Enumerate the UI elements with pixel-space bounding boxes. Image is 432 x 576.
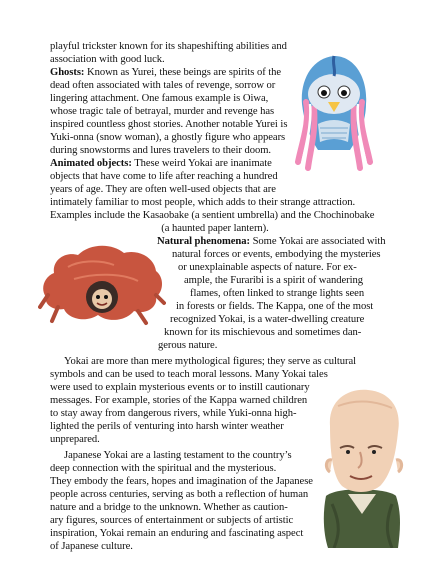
text-line: lingering attachment. One famous example is Oiwa, — [50, 93, 269, 104]
text-line: deep connection with the spiritual and the mysterious. — [50, 463, 277, 474]
text-line: people across centuries, serving as both a reflection of human — [50, 489, 309, 500]
text-line: known for its mischievous and sometimes dan- — [164, 327, 362, 338]
text-line: were used to explain mysterious events or to instill cautionary — [50, 382, 310, 393]
text-line: gerous nature. — [158, 340, 218, 351]
animated-paragraph-line: Animated objects: These weird Yokai are inanimate — [50, 158, 272, 169]
text-line: unprepared. — [50, 434, 100, 445]
text-line: ary figures, sources of entertainment or subjects of artistic — [50, 515, 294, 526]
ghosts-paragraph-line: Ghosts: Known as Yurei, these beings are spirits of the — [50, 67, 282, 78]
text-line: Yuki-onna (snow woman), a ghostly figure who appears — [50, 132, 286, 143]
natural-heading: Natural phenomena: — [157, 236, 250, 247]
text-line: nature and a bridge to the unknown. Whether as caution- — [50, 502, 288, 513]
red-creature-illustration — [38, 237, 166, 327]
text-line: Japanese Yokai are a lasting testament to the country’s — [64, 450, 292, 461]
ghosts-heading: Ghosts: — [50, 67, 85, 78]
text-line: recognized Yokai, is a water-dwelling creature — [170, 314, 365, 325]
text-line: playful trickster known for its shapeshifting abilities and — [50, 41, 287, 52]
text-line: inspiration, Yokai remain an enduring and fascinating aspect — [50, 528, 304, 539]
text-line: years of age. They are often well-used objects that are — [50, 184, 276, 195]
old-man-illustration — [308, 386, 412, 548]
text-line: ample, the Furaribi is a spirit of wandering — [184, 275, 364, 286]
text-line: or unexplainable aspects of nature. For ex- — [178, 262, 357, 273]
text-line: to stay away from dangerous rivers, while Yuki-onna high- — [50, 408, 297, 419]
text-line: objects that have come to life after reaching a hundred — [50, 171, 278, 182]
text-line: intimately familiar to most people, which adds to their strange attraction. — [50, 197, 356, 208]
text-line: They embody the fears, hopes and imagination of the Japanese — [50, 476, 313, 487]
text-line: association with good luck. — [50, 54, 165, 65]
text-line: Examples include the Kasaobake (a sentient umbrella) and the Chochinobake — [50, 210, 375, 221]
text-line: messages. For example, stories of the Kappa warned children — [50, 395, 308, 406]
natural-paragraph-line: Natural phenomena: Some Yokai are associated with — [157, 236, 386, 247]
text-line: in forests or fields. The Kappa, one of the most — [176, 301, 374, 312]
text-line: symbols and can be used to teach moral lessons. Many Yokai tales — [50, 369, 328, 380]
text-line: lighted the perils of venturing into harsh winter weather — [50, 421, 284, 432]
text-line: (a haunted paper lantern). — [161, 223, 269, 234]
amabie-illustration — [290, 52, 378, 172]
text-line: inspired countless ghost stories. Another notable Yurei is — [50, 119, 288, 130]
text-line: natural forces or events, embodying the mysteries — [172, 249, 381, 260]
text-line: of Japanese culture. — [50, 541, 133, 552]
text-line: during snowstorms and lures travelers to their doom. — [50, 145, 272, 156]
text-line: dead often associated with tales of revenge, sorrow or — [50, 80, 276, 91]
text-line: flames, often linked to strange lights seen — [190, 288, 365, 299]
animated-heading: Animated objects: — [50, 158, 132, 169]
text-line: whose tragic tale of betrayal, murder and revenge has — [50, 106, 275, 117]
text-line: Yokai are more than mere mythological figures; they serve as cultural — [64, 356, 357, 367]
